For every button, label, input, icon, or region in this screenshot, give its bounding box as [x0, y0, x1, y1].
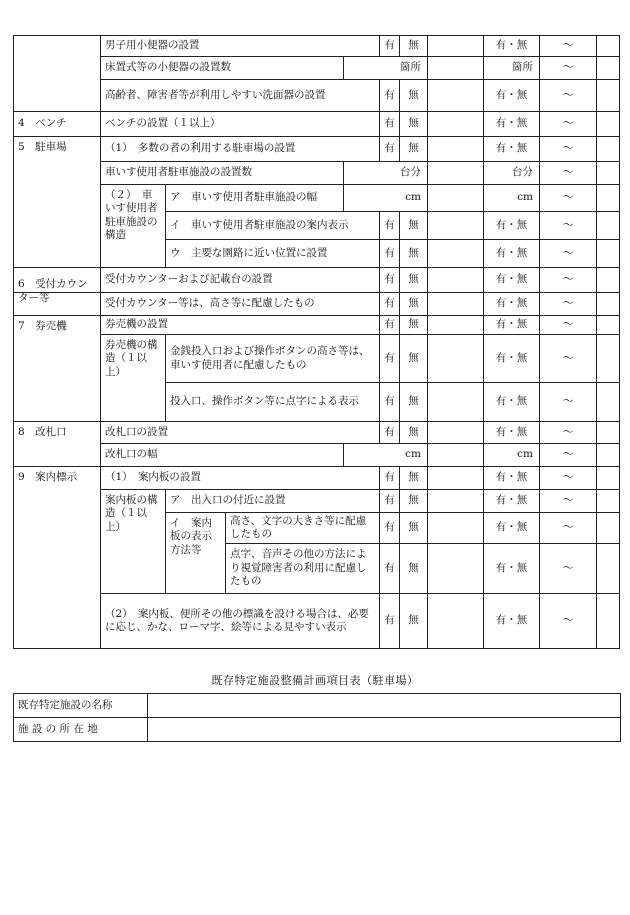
- item-parking-1: [100, 136, 380, 162]
- row-signage-1-yes-no-text: 有・無: [495, 471, 528, 484]
- row-signage-method1-yes-no: [483, 512, 540, 544]
- row-gate-1-yes-no: [483, 421, 540, 444]
- row-reception-1-range: [539, 267, 597, 293]
- row-parking-1-yes-no: [483, 136, 540, 162]
- section-ticket: [13, 315, 101, 422]
- row-ticket-1-range: [539, 315, 597, 335]
- row-signage-a-range-text: 〜: [562, 494, 574, 507]
- section-bench-text: 4 ベンチ: [18, 117, 67, 130]
- row-signage-method1-yes-no-text: 有・無: [495, 521, 528, 534]
- item-gate-1-text: 改札口の設置: [105, 425, 168, 438]
- row-bench-range-text: 〜: [562, 117, 574, 130]
- item-signage-a: [165, 489, 380, 513]
- row-parking-1-yes: [379, 136, 400, 162]
- group-signage-method: [165, 512, 226, 594]
- row-parking-u-no-text: 無: [408, 246, 419, 259]
- row-male-urinal-blank1[interactable]: [427, 35, 484, 57]
- facility-name-label: [13, 693, 148, 718]
- row-ticket-sub2-range: [539, 382, 597, 422]
- row-signage-method2-yes-text: 有: [384, 561, 395, 574]
- row-signage-method2-blank2[interactable]: [596, 543, 620, 594]
- section-reception-text: 6 受付カウンター等: [18, 278, 88, 304]
- row-reception-1-blank2[interactable]: [596, 267, 620, 293]
- item-parking-u: [165, 239, 380, 268]
- row-signage-1-range-text: 〜: [562, 471, 574, 484]
- row-parking-u-blank1[interactable]: [427, 239, 484, 268]
- item-parking-a-text: ア 車いす使用者駐車施設の幅: [170, 191, 317, 204]
- row-ticket-1-no: [399, 315, 428, 335]
- row-ticket-1-no-text: 無: [408, 318, 419, 331]
- row-gate-1-blank1[interactable]: [427, 421, 484, 444]
- row-reception-1-range-text: 〜: [562, 273, 574, 286]
- section-signage: [13, 466, 101, 649]
- item-signage-method2: [225, 543, 380, 594]
- row-signage-method1-blank1[interactable]: [427, 512, 484, 544]
- row-male-urinal-blank2[interactable]: [596, 35, 620, 57]
- row-parking-i-yes-text: 有: [384, 218, 395, 231]
- row-signage-2-yes-text: 有: [384, 614, 395, 627]
- row-ticket-sub1-yes-no: [483, 334, 540, 383]
- row-parking-1-blank2[interactable]: [596, 136, 620, 162]
- row-ticket-sub1-no: [399, 334, 428, 383]
- item-signage-1: [100, 466, 380, 490]
- row-signage-2-blank1[interactable]: [427, 593, 484, 649]
- row-ticket-sub2-blank1[interactable]: [427, 382, 484, 422]
- row-signage-1-yes-no: [483, 466, 540, 490]
- item-male-urinal-text: 男子用小便器の設置: [105, 39, 200, 52]
- row-parking-1-no-text: 無: [408, 142, 419, 155]
- row-signage-2-yes-no-text: 有・無: [495, 614, 528, 627]
- row-reception-2-yes: [379, 292, 400, 316]
- row-bench-yes-no: [483, 111, 540, 137]
- item-wheelchair-count: [100, 161, 344, 185]
- row-wheelchair-count-value2: [483, 161, 540, 185]
- row-signage-1-range: [539, 466, 597, 490]
- row-parking-1-range-text: 〜: [562, 142, 574, 155]
- row-bench-yes-text: 有: [384, 117, 395, 130]
- row-reception-1-no-text: 無: [408, 273, 419, 286]
- row-parking-i-no-text: 無: [408, 218, 419, 231]
- row-ticket-1-blank1[interactable]: [427, 315, 484, 335]
- row-parking-a-range: [539, 184, 597, 212]
- row-male-urinal-range: [539, 35, 597, 57]
- row-floor-urinal-range-text: 〜: [562, 61, 574, 74]
- row-gate-width-blank1[interactable]: [427, 443, 484, 467]
- row-signage-method1-no: [399, 512, 428, 544]
- item-ticket-sub1: [165, 334, 380, 383]
- row-male-urinal-yes-no: [483, 35, 540, 57]
- item-reception-1: [100, 267, 380, 293]
- row-parking-u-yes: [379, 239, 400, 268]
- row-signage-2-yes: [379, 593, 400, 649]
- row-ticket-sub2-yes-no: [483, 382, 540, 422]
- section-toilet-cont: [13, 35, 101, 112]
- row-ticket-1-yes-no-text: 有・無: [495, 318, 528, 331]
- row-gate-1-no-text: 無: [408, 425, 419, 438]
- item-reception-2: [100, 292, 380, 316]
- row-signage-2-yes-no: [483, 593, 540, 649]
- row-parking-i-no: [399, 211, 428, 240]
- item-gate-1: [100, 421, 380, 444]
- row-ticket-1-yes: [379, 315, 400, 335]
- row-floor-urinal-value2-text: 箇所: [512, 61, 533, 74]
- row-gate-width-value2: [483, 443, 540, 467]
- item-reception-1-text: 受付カウンターおよび記載台の設置: [105, 273, 273, 286]
- row-gate-1-range: [539, 421, 597, 444]
- row-parking-1-yes-text: 有: [384, 142, 395, 155]
- row-parking-u-range: [539, 239, 597, 268]
- row-signage-a-blank2[interactable]: [596, 489, 620, 513]
- item-signage-2-text: （2） 案内板、便所その他の標識を設ける場合は、必要に応じ、かな、ローマ字、絵等による見やすい表示: [105, 607, 369, 633]
- row-reception-2-no-text: 無: [408, 297, 419, 310]
- item-washbasin-text: 高齢者、障害者等が利用しやすい洗面器の設置: [105, 88, 326, 101]
- row-parking-u-blank2[interactable]: [596, 239, 620, 268]
- row-signage-method2-no-text: 無: [408, 561, 419, 574]
- row-parking-u-yes-no-text: 有・無: [495, 246, 528, 259]
- row-parking-u-yes-text: 有: [384, 246, 395, 259]
- row-signage-method2-range-text: 〜: [562, 561, 574, 574]
- facility-name-value[interactable]: [147, 693, 621, 718]
- row-gate-width-blank2[interactable]: [596, 443, 620, 467]
- item-signage-method1: [225, 512, 380, 544]
- row-signage-2-range: [539, 593, 597, 649]
- row-signage-1-yes-text: 有: [384, 471, 395, 484]
- item-parking-i-text: イ 車いす使用者駐車施設の案内表示: [170, 218, 349, 231]
- row-reception-1-yes-text: 有: [384, 273, 395, 286]
- row-reception-2-blank2[interactable]: [596, 292, 620, 316]
- item-signage-method1-text: 高さ、文字の大きさ等に配慮したもの: [230, 514, 367, 540]
- row-parking-a-value[interactable]: [343, 184, 428, 212]
- item-ticket-1: [100, 315, 380, 335]
- row-ticket-sub1-yes: [379, 334, 400, 383]
- facility-name-label-text: 既存特定施設の名称: [18, 698, 113, 711]
- section-reception: [13, 267, 101, 316]
- section-parking-text: 5 駐車場: [18, 141, 67, 153]
- row-washbasin-yes-text: 有: [384, 88, 395, 101]
- row-washbasin-yes: [379, 79, 400, 112]
- row-reception-1-yes: [379, 267, 400, 293]
- row-parking-a-blank1[interactable]: [427, 184, 484, 212]
- row-floor-urinal-blank2[interactable]: [596, 56, 620, 80]
- item-signage-2: [100, 593, 380, 649]
- row-parking-a-value-text: cm: [405, 191, 421, 204]
- row-signage-1-blank2[interactable]: [596, 466, 620, 490]
- row-gate-1-yes-no-text: 有・無: [495, 425, 528, 438]
- row-signage-2-blank2[interactable]: [596, 593, 620, 649]
- row-parking-i-blank1[interactable]: [427, 211, 484, 240]
- row-signage-2-no-text: 無: [408, 614, 419, 627]
- second-table-title: 既存特定施設整備計画項目表（駐車場）: [211, 674, 419, 687]
- row-wheelchair-count-value[interactable]: [343, 161, 428, 185]
- row-parking-i-blank2[interactable]: [596, 211, 620, 240]
- group-parking-2: [100, 184, 166, 268]
- item-ticket-1-text: 券売機の設置: [105, 318, 168, 331]
- row-reception-2-yes-no: [483, 292, 540, 316]
- row-floor-urinal-blank1[interactable]: [427, 56, 484, 80]
- group-parking-2-text: （２） 車いす使用者駐車施設の構造: [105, 189, 158, 242]
- row-parking-a-value2-text: cm: [517, 191, 533, 204]
- row-signage-2-no: [399, 593, 428, 649]
- group-ticket-structure-text: 券売機の構造（１以上）: [105, 339, 158, 378]
- item-ticket-sub1-text: 金銭投入口および操作ボタンの高さ等は、車いす使用者に配慮したもの: [170, 345, 370, 371]
- row-ticket-sub2-range-text: 〜: [562, 395, 574, 408]
- row-ticket-sub1-yes-text: 有: [384, 351, 395, 364]
- row-parking-i-yes: [379, 211, 400, 240]
- facility-address-label: [13, 717, 148, 742]
- row-ticket-sub2-no: [399, 382, 428, 422]
- row-signage-method1-blank2[interactable]: [596, 512, 620, 544]
- item-parking-u-text: ウ 主要な園路に近い位置に設置: [170, 246, 328, 259]
- row-male-urinal-yes: [379, 35, 400, 57]
- row-parking-i-range-text: 〜: [562, 218, 574, 231]
- row-signage-method2-yes: [379, 543, 400, 594]
- row-washbasin-range-text: 〜: [562, 88, 574, 101]
- row-parking-i-yes-no-text: 有・無: [495, 218, 528, 231]
- row-male-urinal-yes-text: 有: [384, 39, 395, 52]
- row-reception-1-yes-no-text: 有・無: [495, 273, 528, 286]
- row-signage-a-no: [399, 489, 428, 513]
- item-parking-i: [165, 211, 380, 240]
- row-signage-a-yes-text: 有: [384, 494, 395, 507]
- row-washbasin-range: [539, 79, 597, 112]
- row-signage-a-yes-no-text: 有・無: [495, 494, 528, 507]
- item-floor-urinal-text: 床置式等の小便器の設置数: [105, 61, 231, 74]
- item-signage-1-text: （1） 案内板の設置: [105, 471, 201, 484]
- item-wheelchair-count-text: 車いす使用者駐車施設の設置数: [105, 166, 252, 179]
- row-signage-1-no-text: 無: [408, 471, 419, 484]
- row-signage-method2-blank1[interactable]: [427, 543, 484, 594]
- row-parking-a-value2: [483, 184, 540, 212]
- row-ticket-1-blank2[interactable]: [596, 315, 620, 335]
- row-floor-urinal-value[interactable]: [343, 56, 428, 80]
- row-signage-method2-no: [399, 543, 428, 594]
- row-parking-1-no: [399, 136, 428, 162]
- row-washbasin-no-text: 無: [408, 88, 419, 101]
- row-signage-1-yes: [379, 466, 400, 490]
- section-ticket-text: 7 券売機: [18, 320, 67, 332]
- row-male-urinal-range-text: 〜: [562, 39, 574, 52]
- row-signage-method1-yes-text: 有: [384, 521, 395, 534]
- row-wheelchair-count-blank1[interactable]: [427, 161, 484, 185]
- row-reception-1-no: [399, 267, 428, 293]
- row-reception-2-yes-text: 有: [384, 297, 395, 310]
- row-signage-a-no-text: 無: [408, 494, 419, 507]
- row-gate-1-yes: [379, 421, 400, 444]
- row-bench-range: [539, 111, 597, 137]
- row-reception-1-blank1[interactable]: [427, 267, 484, 293]
- row-parking-a-blank2[interactable]: [596, 184, 620, 212]
- row-bench-no-text: 無: [408, 117, 419, 130]
- row-signage-method2-yes-no: [483, 543, 540, 594]
- row-parking-a-range-text: 〜: [562, 191, 574, 204]
- row-wheelchair-count-range-text: 〜: [562, 166, 574, 179]
- row-signage-a-yes: [379, 489, 400, 513]
- row-washbasin-blank1[interactable]: [427, 79, 484, 112]
- row-floor-urinal-value-text: 箇所: [400, 61, 421, 74]
- row-male-urinal-no-text: 無: [408, 39, 419, 52]
- row-washbasin-yes-no-text: 有・無: [495, 88, 528, 101]
- row-reception-2-range: [539, 292, 597, 316]
- row-gate-width-range-text: 〜: [562, 448, 574, 461]
- section-gate: [13, 421, 101, 467]
- row-ticket-sub1-yes-no-text: 有・無: [495, 351, 528, 364]
- row-reception-2-no: [399, 292, 428, 316]
- row-bench-no: [399, 111, 428, 137]
- row-signage-method1-range: [539, 512, 597, 544]
- row-floor-urinal-value2: [483, 56, 540, 80]
- row-signage-a-blank1[interactable]: [427, 489, 484, 513]
- row-signage-method1-no-text: 無: [408, 521, 419, 534]
- item-washbasin: [100, 79, 380, 112]
- row-washbasin-no: [399, 79, 428, 112]
- item-parking-a: [165, 184, 344, 212]
- row-signage-1-no: [399, 466, 428, 490]
- item-male-urinal: [100, 35, 380, 57]
- row-ticket-sub2-yes-no-text: 有・無: [495, 395, 528, 408]
- item-signage-a-text: ア 出入口の付近に設置: [170, 494, 286, 507]
- row-parking-1-range: [539, 136, 597, 162]
- row-parking-1-blank1[interactable]: [427, 136, 484, 162]
- row-gate-1-yes-text: 有: [384, 425, 395, 438]
- row-gate-1-blank2[interactable]: [596, 421, 620, 444]
- section-gate-text: 8 改札口: [18, 426, 67, 438]
- row-signage-1-blank1[interactable]: [427, 466, 484, 490]
- row-bench-blank1[interactable]: [427, 111, 484, 137]
- row-ticket-sub1-range: [539, 334, 597, 383]
- row-bench-yes-no-text: 有・無: [495, 117, 528, 130]
- row-ticket-1-range-text: 〜: [562, 318, 574, 331]
- row-ticket-sub2-no-text: 無: [408, 395, 419, 408]
- item-bench: [100, 111, 380, 137]
- item-gate-width-text: 改札口の幅: [105, 448, 158, 461]
- item-signage-method2-text: 点字、音声その他の方法により視覚障害者の利用に配慮したもの: [230, 548, 367, 588]
- row-parking-u-yes-no: [483, 239, 540, 268]
- row-ticket-sub2-yes-text: 有: [384, 395, 395, 408]
- row-ticket-1-yes-no: [483, 315, 540, 335]
- item-ticket-sub2-text: 投入口、操作ボタン等に点字による表示: [170, 395, 359, 408]
- row-male-urinal-yes-no-text: 有・無: [495, 39, 528, 52]
- group-signage-structure-text: 案内板の構造（１以上）: [105, 494, 158, 533]
- row-signage-a-yes-no: [483, 489, 540, 513]
- row-gate-1-no: [399, 421, 428, 444]
- row-gate-width-value[interactable]: [343, 443, 428, 467]
- row-wheelchair-count-value2-text: 台分: [512, 166, 533, 179]
- row-washbasin-yes-no: [483, 79, 540, 112]
- row-signage-method1-yes: [379, 512, 400, 544]
- row-reception-2-yes-no-text: 有・無: [495, 297, 528, 310]
- row-signage-method2-yes-no-text: 有・無: [495, 561, 528, 574]
- row-washbasin-blank2[interactable]: [596, 79, 620, 112]
- row-bench-yes: [379, 111, 400, 137]
- row-ticket-sub1-blank1[interactable]: [427, 334, 484, 383]
- row-parking-i-yes-no: [483, 211, 540, 240]
- row-gate-width-range: [539, 443, 597, 467]
- row-parking-u-no: [399, 239, 428, 268]
- row-signage-method1-range-text: 〜: [562, 521, 574, 534]
- row-ticket-1-yes-text: 有: [384, 318, 395, 331]
- section-signage-text: 9 案内標示: [18, 471, 78, 483]
- facility-address-value[interactable]: [147, 717, 621, 742]
- row-ticket-sub2-yes: [379, 382, 400, 422]
- row-wheelchair-count-value-text: 台分: [400, 166, 421, 179]
- row-signage-a-range: [539, 489, 597, 513]
- row-parking-u-range-text: 〜: [562, 246, 574, 259]
- item-gate-width: [100, 443, 344, 467]
- group-signage-structure: [100, 489, 166, 594]
- row-reception-2-blank1[interactable]: [427, 292, 484, 316]
- row-signage-2-range-text: 〜: [562, 614, 574, 627]
- row-parking-1-yes-no-text: 有・無: [495, 142, 528, 155]
- row-wheelchair-count-blank2[interactable]: [596, 161, 620, 185]
- row-gate-1-range-text: 〜: [562, 425, 574, 438]
- row-reception-2-range-text: 〜: [562, 297, 574, 310]
- row-gate-width-value-text: cm: [405, 448, 421, 461]
- group-ticket-structure: [100, 334, 166, 422]
- row-floor-urinal-range: [539, 56, 597, 80]
- row-ticket-sub1-blank2[interactable]: [596, 334, 620, 383]
- row-gate-width-value2-text: cm: [517, 448, 533, 461]
- item-parking-1-text: （1） 多数の者の利用する駐車場の設置: [105, 142, 296, 155]
- group-signage-method-text: イ 案内板の表示方法等: [170, 517, 212, 556]
- row-male-urinal-no: [399, 35, 428, 57]
- row-signage-method2-range: [539, 543, 597, 594]
- facility-address-label-text: 施 設 の 所 在 地: [18, 722, 98, 735]
- section-bench: [13, 111, 101, 137]
- row-parking-i-range: [539, 211, 597, 240]
- row-reception-1-yes-no: [483, 267, 540, 293]
- item-floor-urinal: [100, 56, 344, 80]
- row-bench-blank2[interactable]: [596, 111, 620, 137]
- row-ticket-sub1-range-text: 〜: [562, 351, 574, 364]
- item-reception-2-text: 受付カウンター等は、高さ等に配慮したもの: [105, 297, 315, 310]
- row-wheelchair-count-range: [539, 161, 597, 185]
- row-ticket-sub2-blank2[interactable]: [596, 382, 620, 422]
- item-ticket-sub2: [165, 382, 380, 422]
- row-ticket-sub1-no-text: 無: [408, 351, 419, 364]
- item-bench-text: ベンチの設置（１以上）: [105, 117, 221, 130]
